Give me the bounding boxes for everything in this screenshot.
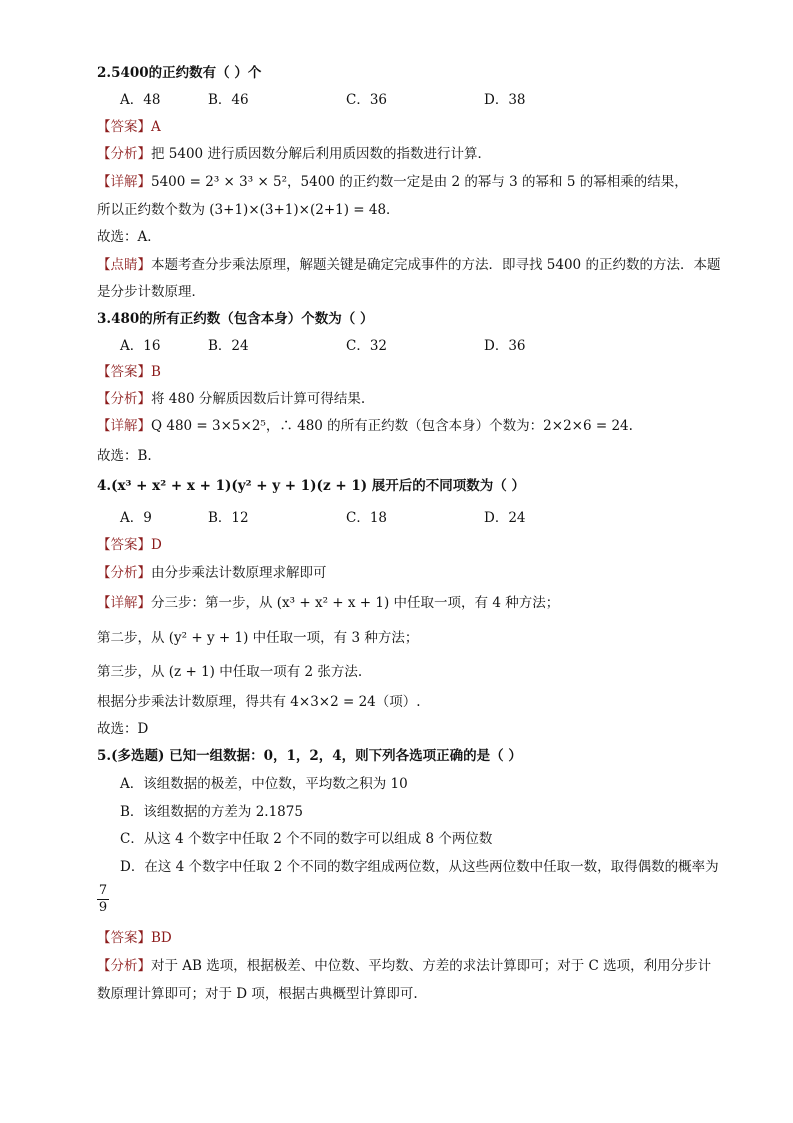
q2-answer: 【答案】A	[97, 119, 161, 135]
q3-stem: 3.480的所有正约数（包含本身）个数为（ ）	[97, 311, 374, 327]
q5-option-d: D．在这 4 个数字中任取 2 个不同的数字组成两位数，从这些两位数中任取一数，取得偶数的概率为	[120, 859, 719, 875]
q3-option-a: A．16	[120, 338, 161, 354]
q3-answer: 【答案】B	[97, 364, 161, 380]
q3-option-b: B．24	[208, 338, 249, 354]
q2-comment-2: 是分步计数原理．	[97, 284, 205, 300]
q2-option-a: A．48	[120, 92, 161, 108]
q2-option-c: C．36	[346, 92, 388, 108]
q2-detail-1: 【详解】5400 = 2³ × 3³ × 5²，5400 的正约数一定是由 2 的幂与 3 的幂和 5 的幂相乘的结果，	[97, 174, 688, 190]
q4-detail-1: 【详解】分三步：第一步，从 (x³ + x² + x + 1) 中任取一项，有 4 种方法；	[97, 595, 560, 611]
q2-option-b: B．46	[208, 92, 249, 108]
q2-comment-1: 【点睛】本题考查分步乘法原理，解题关键是确定完成事件的方法．即寻找 5400 的正约数的方法．本题	[97, 257, 721, 273]
q4-option-d: D．24	[484, 510, 526, 526]
q3-analysis: 【分析】将 480 分解质因数后计算可得结果.	[97, 391, 366, 407]
q4-detail-2: 第二步，从 (y² + y + 1) 中任取一项，有 3 种方法；	[97, 630, 419, 646]
q4-detail-4: 根据分步乘法计数原理，得共有 4×3×2 = 24（项）.	[97, 694, 421, 710]
q2-choice: 故选：A．	[97, 229, 161, 245]
fraction-numerator: 7	[98, 883, 108, 898]
q5-analysis-1: 【分析】对于 AB 选项，根据极差、中位数、平均数、方差的求法计算即可；对于 C 选项，利用分步计	[97, 958, 712, 974]
q4-option-a: A．9	[120, 510, 152, 526]
q2-stem: 2.5400的正约数有（ ）个	[97, 65, 262, 81]
q5-fraction	[97, 884, 109, 915]
q4-option-c: C．18	[346, 510, 388, 526]
q4-choice: 故选：D	[97, 721, 149, 737]
q2-option-d: D．38	[484, 92, 526, 108]
q5-option-a: A．该组数据的极差，中位数，平均数之积为 10	[120, 776, 408, 792]
q5-option-c: C．从这 4 个数字中任取 2 个不同的数字可以组成 8 个两位数	[120, 831, 493, 847]
q4-detail-3: 第三步，从 (z + 1) 中任取一项有 2 张方法.	[97, 664, 363, 680]
q4-stem: 4.(x³ + x² + x + 1)(y² + y + 1)(z + 1) 展开后的不同项数为（ ）	[97, 478, 526, 494]
q2-detail-2: 所以正约数个数为 (3+1)×(3+1)×(2+1) = 48．	[97, 202, 400, 218]
q4-option-b: B．12	[208, 510, 249, 526]
fraction-denominator: 9	[98, 900, 108, 915]
q3-detail-1: 【详解】Q 480 = 3×5×2⁵，∴ 480 的所有正约数（包含本身）个数为：2×2×6 = 24.	[97, 418, 633, 434]
q3-option-c: C．32	[346, 338, 388, 354]
q5-stem: 5.(多选题) 已知一组数据：0，1，2，4，则下列各选项正确的是（ ）	[97, 748, 522, 764]
q3-option-d: D．36	[484, 338, 526, 354]
q2-analysis: 【分析】把 5400 进行质因数分解后利用质因数的指数进行计算．	[97, 146, 491, 162]
q4-analysis: 【分析】由分步乘法计数原理求解即可	[97, 565, 327, 581]
q5-answer: 【答案】BD	[97, 930, 172, 946]
q5-option-b: B．该组数据的方差为 2.1875	[120, 804, 303, 820]
q5-analysis-2: 数原理计算即可；对于 D 项，根据古典概型计算即可.	[97, 986, 418, 1002]
q4-answer: 【答案】D	[97, 537, 162, 553]
q3-choice: 故选：B.	[97, 448, 152, 464]
